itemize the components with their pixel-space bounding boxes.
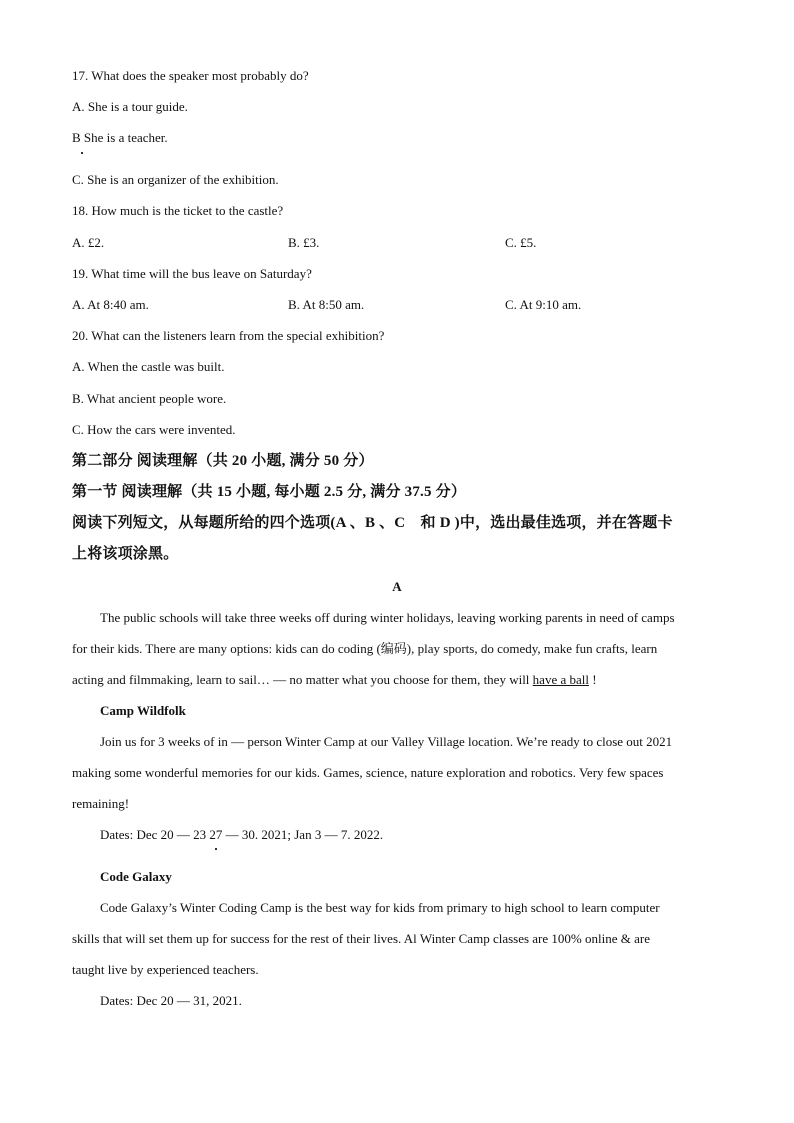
- intro-line-2: for their kids. There are many options: kids can do coding (编码), play sports, do comedy, make fun crafts, learn: [72, 641, 658, 656]
- q17-option-a: A. She is a tour guide.: [72, 99, 188, 114]
- question-18: 18. How much is the ticket to the castle?: [72, 203, 284, 218]
- q20-option-c: C. How the cars were invented.: [72, 422, 236, 437]
- q19-option-c: C. At 9:10 am.: [505, 297, 582, 312]
- intro-line-1: The public schools will take three weeks off during winter holidays, leaving working parents in need of camps: [100, 610, 675, 625]
- code-galaxy-dates: Dates: Dec 20 — 31, 2021.: [100, 993, 242, 1008]
- passage-label: A: [392, 579, 402, 594]
- instruction-line-2: 上将该项涂黑。: [72, 546, 179, 562]
- q18-option-a: A. £2.: [72, 235, 105, 250]
- stray-dot: [215, 848, 217, 850]
- q18-option-c: C. £5.: [505, 235, 537, 250]
- camp-wildfolk-line-2: making some wonderful memories for our kids. Games, science, nature exploration and robotics. Very few spaces: [72, 765, 664, 780]
- code-galaxy-line-2: skills that will set them up for success for the rest of their lives. Al Winter Camp classes are 100% online & are: [72, 931, 650, 946]
- q20-option-b: B. What ancient people wore.: [72, 391, 227, 406]
- q19-option-a: A. At 8:40 am.: [72, 297, 149, 312]
- underlined-phrase: have a ball: [532, 672, 589, 687]
- question-20: 20. What can the listeners learn from the special exhibition?: [72, 328, 385, 343]
- code-galaxy-title: Code Galaxy: [100, 869, 172, 884]
- code-galaxy-line-1: Code Galaxy’s Winter Coding Camp is the best way for kids from primary to high school to learn computer: [100, 900, 660, 915]
- q19-option-b: B. At 8:50 am.: [288, 297, 365, 312]
- camp-wildfolk-line-3: remaining!: [72, 796, 130, 811]
- section-heading: 第一节 阅读理解（共 15 小题, 每小题 2.5 分, 满分 37.5 分）: [72, 484, 467, 500]
- stray-dot: [81, 152, 83, 154]
- part-heading: 第二部分 阅读理解（共 20 小题, 满分 50 分）: [72, 453, 374, 469]
- code-galaxy-line-3: taught live by experienced teachers.: [72, 962, 259, 977]
- instruction-line-1: 阅读下列短文，从每题所给的四个选项(A 、B 、C 和 D )中，选出最佳选项，并在答题卡: [72, 515, 673, 531]
- intro-line-3-end: !: [588, 672, 597, 687]
- q20-option-a: A. When the castle was built.: [72, 359, 225, 374]
- q17-option-b: B She is a teacher.: [72, 130, 168, 145]
- camp-wildfolk-dates: Dates: Dec 20 — 23 27 — 30. 2021; Jan 3 — 7. 2022.: [100, 827, 384, 842]
- camp-wildfolk-line-1: Join us for 3 weeks of in — person Winter Camp at our Valley Village location. We’re ready to close out 2021: [100, 734, 673, 749]
- q18-option-b: B. £3.: [288, 235, 320, 250]
- q17-option-c: C. She is an organizer of the exhibition.: [72, 172, 279, 187]
- camp-wildfolk-title: Camp Wildfolk: [100, 703, 186, 718]
- intro-line-3: [72, 672, 597, 688]
- question-17: 17. What does the speaker most probably do?: [72, 68, 309, 83]
- intro-line-3-text: acting and filmmaking, learn to sail… — no matter what you choose for them, they will: [72, 672, 533, 687]
- question-19: 19. What time will the bus leave on Saturday?: [72, 266, 312, 281]
